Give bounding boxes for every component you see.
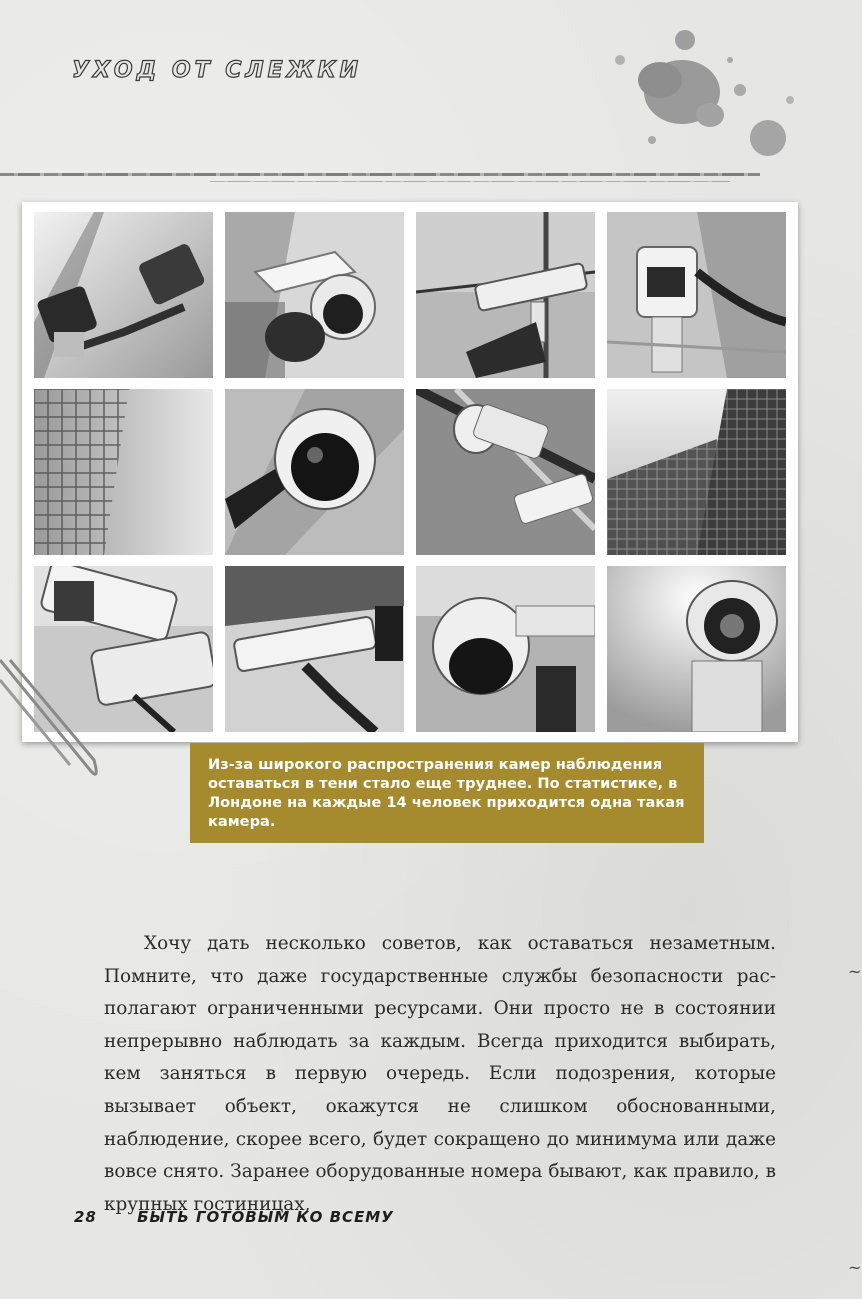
photo-tile xyxy=(34,389,213,555)
ink-splash-decoration xyxy=(590,20,810,170)
photo-caption-text: Из-за широкого распространения камер наблюдения оставаться в тени стало еще труднее. По статистике, в Лондоне на каждые 14 человек приходится одна такая камера. xyxy=(208,756,685,830)
photo-tile xyxy=(34,212,213,378)
header-rule xyxy=(0,173,760,176)
photo-caption-box xyxy=(190,743,704,843)
running-book-title: БЫТЬ ГОТОВЫМ КО ВСЕМУ xyxy=(137,1208,394,1226)
building-facade-icon xyxy=(34,389,213,555)
security-camera-icon xyxy=(416,212,595,378)
security-camera-icon xyxy=(34,212,213,378)
dome-camera-icon xyxy=(416,566,595,732)
page-number: 28 xyxy=(74,1208,97,1226)
photo-tile xyxy=(416,212,595,378)
margin-mark: ~ xyxy=(848,962,862,981)
security-camera-icon xyxy=(225,566,404,732)
security-camera-icon xyxy=(416,389,595,555)
header-rule-secondary xyxy=(210,181,730,182)
body-paragraph: Хочу дать несколько советов, как оставаться незаметным. Помните, что даже государственные службы безопасности располагают ограниченными ресурсами. Они просто не в состоянии непрерывно наблюдать за каждым. Всегда приходится выбирать, кем заняться в первую очередь. Если подозрения, которые вызывает объект, окажутся не слишком обоснованными, наблюдение, скорее всего, будет сокращено до минимума или даже вовсе снято. Заранее оборудованные номера бывают, как правило, в крупных гостиницах, xyxy=(104,933,776,1215)
margin-mark: ~ xyxy=(848,1258,862,1277)
photo-tile xyxy=(607,566,786,732)
photo-tile xyxy=(607,212,786,378)
dome-camera-icon xyxy=(225,389,404,555)
page-footer xyxy=(74,1208,394,1226)
photo-tile xyxy=(225,389,404,555)
photo-tile xyxy=(225,566,404,732)
infrared-camera-icon xyxy=(607,566,786,732)
photo-tile xyxy=(225,212,404,378)
photo-grid xyxy=(34,212,786,732)
photo-tile xyxy=(607,389,786,555)
paperclip-icon xyxy=(0,640,110,780)
dome-camera-icon xyxy=(225,212,404,378)
photo-tile xyxy=(416,566,595,732)
skyscraper-icon xyxy=(607,389,786,555)
security-camera-icon xyxy=(607,212,786,378)
photo-collage-card xyxy=(22,202,798,742)
chapter-title: УХОД ОТ СЛЕЖКИ xyxy=(72,58,363,83)
photo-tile xyxy=(416,389,595,555)
